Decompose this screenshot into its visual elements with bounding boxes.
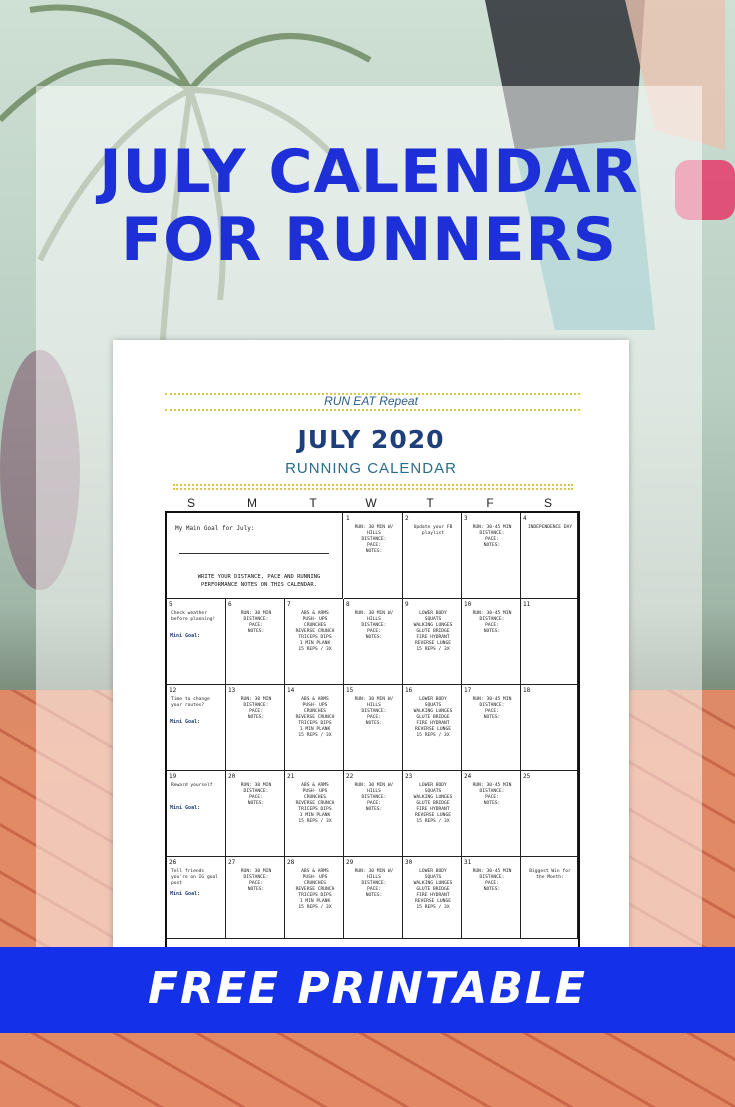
day-content: RUN: 30 MIN DISTANCE: PACE: NOTES: [240,783,272,806]
day-number: 10 [464,601,472,608]
goal-write-line [179,553,329,554]
day-number: 13 [228,687,236,694]
calendar-day-cell [462,599,521,685]
calendar-day-cell [521,857,578,939]
day-number: 11 [523,601,531,608]
calendar-day-cell [403,685,462,771]
day-content: Check weather before planning! [171,611,216,622]
calendar-day-cell [344,685,403,771]
calendar-day-cell [521,771,578,857]
day-content: Update your FB playlist [413,525,453,536]
day-content: RUN: 30-45 MIN DISTANCE: PACE: NOTES: [472,783,512,806]
title-line-1: JULY CALENDAR [99,137,639,207]
day-number: 25 [523,773,531,780]
weekday-label: T [426,496,434,510]
day-content: ABS & ARMS PUSH- UPS CRUNCHES REVERSE CRUNCH TRICEPS DIPS 1 MIN PLANK 15 REPS / 3X [295,611,335,652]
calendar-day-cell [226,771,285,857]
day-content: LOWER BODY SQUATS WALKING LUNGES GLUTE BRIDGE FIRE HYDRANT REVERSE LUNGE 15 REPS / 3X [413,783,453,824]
day-number: 14 [287,687,295,694]
day-content: RUN: 30 MIN DISTANCE: PACE: NOTES: [240,869,272,892]
calendar-day-cell [167,771,226,857]
calendar-day-cell [167,857,226,939]
day-content: RUN: 30 MIN W/ HILLS DISTANCE: PACE: NOTES: [354,869,394,898]
calendar-day-cell [285,685,344,771]
day-content: ABS & ARMS PUSH- UPS CRUNCHES REVERSE CRUNCH TRICEPS DIPS 1 MIN PLANK 15 REPS / 3X [295,783,335,824]
day-number: 12 [169,687,177,694]
day-number: 5 [169,601,173,608]
day-number: 24 [464,773,472,780]
calendar-day-cell [226,857,285,939]
day-content: RUN: 30-45 MIN DISTANCE: PACE: NOTES: [472,525,512,548]
calendar-day-cell [344,771,403,857]
day-number: 21 [287,773,295,780]
dotted-divider [173,488,573,490]
calendar-grid [165,511,580,952]
calendar-day-cell [403,513,462,599]
dotted-divider [173,484,573,486]
day-number: 18 [523,687,531,694]
day-number: 26 [169,859,177,866]
day-number: 20 [228,773,236,780]
day-content: Time to change your routes? [171,697,210,708]
day-content: RUN: 30-45 MIN DISTANCE: PACE: NOTES: [472,697,512,720]
brand-name: RUN EAT Repeat [324,394,418,408]
day-content: RUN: 30 MIN W/ HILLS DISTANCE: PACE: NOTES: [354,697,394,726]
day-content: Tell friends you're on IG goal post [171,869,219,886]
day-number: 2 [405,515,409,522]
calendar-day-cell [344,857,403,939]
mini-goal-label: Mini Goal: [170,633,201,639]
day-number: 4 [523,515,527,522]
weekday-label: T [309,496,317,510]
calendar-printable-sheet [113,340,629,952]
day-content: RUN: 30 MIN DISTANCE: PACE: NOTES: [240,697,272,720]
calendar-day-cell [462,771,521,857]
day-content: Reward yourself [171,783,213,788]
day-content: LOWER BODY SQUATS WALKING LUNGES GLUTE BRIDGE FIRE HYDRANT REVERSE LUNGE 15 REPS / 3X [413,611,453,652]
calendar-day-cell [285,599,344,685]
day-content: LOWER BODY SQUATS WALKING LUNGES GLUTE BRIDGE FIRE HYDRANT REVERSE LUNGE 15 REPS / 3X [413,697,453,738]
calendar-subtitle: RUNNING CALENDAR [285,460,457,477]
calendar-day-cell [344,599,403,685]
day-content: RUN: 30-45 MIN DISTANCE: PACE: NOTES: [472,869,512,892]
mini-goal-label: Mini Goal: [170,891,201,897]
calendar-day-cell [521,599,578,685]
calendar-day-cell [285,771,344,857]
calendar-day-cell [403,771,462,857]
day-content: ABS & ARMS PUSH- UPS CRUNCHES REVERSE CRUNCH TRICEPS DIPS 1 MIN PLANK 15 REPS / 3X [295,869,335,910]
day-content: ABS & ARMS PUSH- UPS CRUNCHES REVERSE CRUNCH TRICEPS DIPS 1 MIN PLANK 15 REPS / 3X [295,697,335,738]
day-number: 16 [405,687,413,694]
page-title [36,138,702,274]
mini-goal-label: Mini Goal: [170,719,201,725]
day-number: 8 [346,601,350,608]
day-content: RUN: 30 MIN DISTANCE: PACE: NOTES: [240,611,272,634]
day-number: 22 [346,773,354,780]
day-content: RUN: 30 MIN W/ HILLS DISTANCE: PACE: NOTES: [354,611,394,640]
day-number: 28 [287,859,295,866]
banner-label: FREE PRINTABLE [148,963,587,1014]
dotted-divider [165,409,580,411]
day-number: 30 [405,859,413,866]
goal-cell [167,513,343,599]
calendar-day-cell [167,685,226,771]
day-number: 6 [228,601,232,608]
day-number: 27 [228,859,236,866]
day-number: 3 [464,515,468,522]
calendar-month: JULY 2020 [297,425,445,454]
weekday-label: S [543,496,552,510]
goal-instructions: WRITE YOUR DISTANCE, PACE AND RUNNING PERFORMANCE NOTES ON THIS CALENDAR. [197,574,321,588]
weekday-label: F [486,496,494,510]
calendar-day-cell [226,599,285,685]
day-number: 9 [405,601,409,608]
calendar-day-cell [344,513,403,599]
calendar-day-cell [521,513,578,599]
calendar-day-cell [285,857,344,939]
calendar-day-cell [403,857,462,939]
mini-goal-label: Mini Goal: [170,805,201,811]
day-number: 31 [464,859,472,866]
calendar-day-cell [167,599,226,685]
calendar-day-cell [521,685,578,771]
day-number: 23 [405,773,413,780]
goal-title: My Main Goal for July: [175,525,255,532]
calendar-day-cell [462,513,521,599]
day-number: 1 [346,515,350,522]
day-number: 29 [346,859,354,866]
day-content: RUN: 30-45 MIN DISTANCE: PACE: NOTES: [472,611,512,634]
day-content: LOWER BODY SQUATS WALKING LUNGES GLUTE BRIDGE FIRE HYDRANT REVERSE LUNGE 15 REPS / 3X [413,869,453,910]
calendar-day-cell [226,685,285,771]
day-content: RUN: 30 MIN W/ HILLS DISTANCE: PACE: NOTES: [354,525,394,554]
weekday-label: M [247,496,257,510]
day-number: 17 [464,687,472,694]
weekday-label: S [186,496,195,510]
weekday-label: W [365,496,377,510]
calendar-day-cell [403,599,462,685]
day-content: INDEPENDENCE DAY [527,525,573,530]
day-content: Biggest Win for the Month: [529,869,571,880]
day-number: 15 [346,687,354,694]
calendar-day-cell [462,857,521,939]
day-content: RUN: 30 MIN W/ HILLS DISTANCE: PACE: NOTES: [354,783,394,812]
day-number: 19 [169,773,177,780]
calendar-day-cell [462,685,521,771]
day-number: 7 [287,601,291,608]
title-line-2: FOR RUNNERS [121,205,617,275]
